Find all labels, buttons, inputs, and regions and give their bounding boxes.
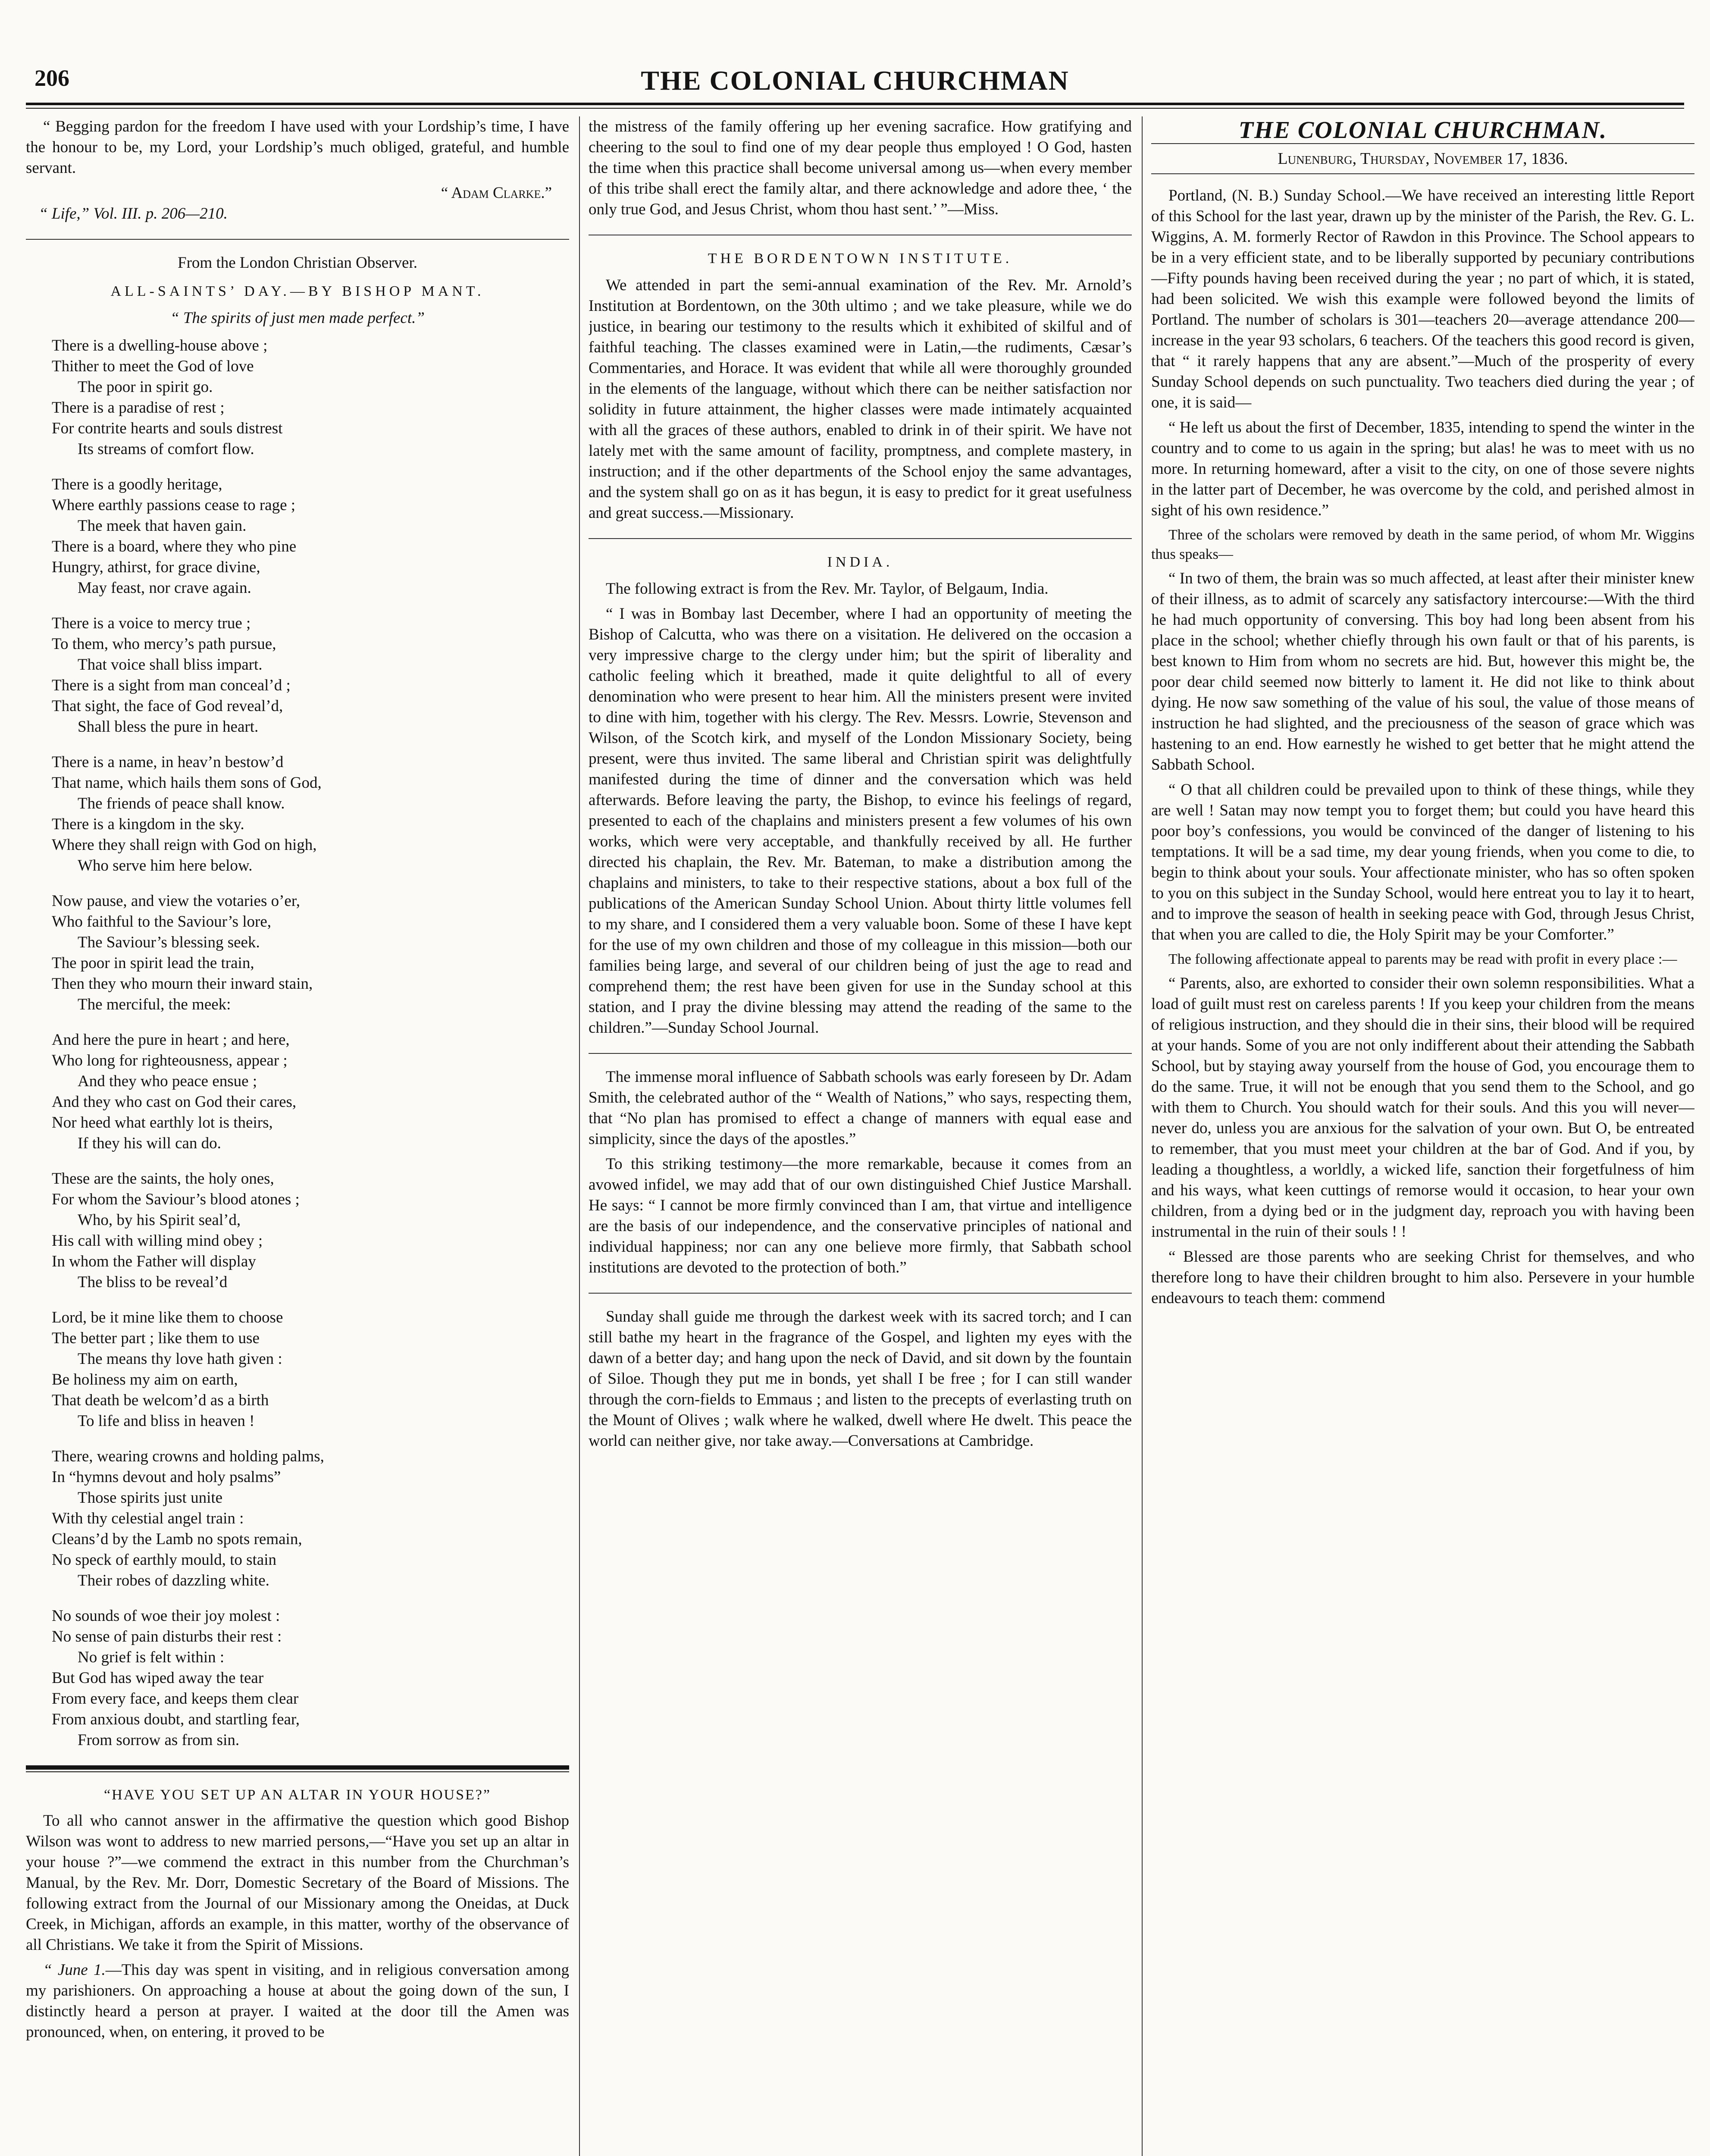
- letter-signature: “ Adam Clarke.”: [441, 184, 552, 202]
- poem-line: There is a sight from man conceal’d ;: [52, 677, 291, 694]
- poem-heading: ALL-SAINTS’ DAY.—BY BISHOP MANT.: [110, 283, 485, 299]
- poem-stanza: [52, 1307, 569, 1432]
- poem-source: From the London Christian Observer.: [178, 254, 417, 272]
- page-number: 206: [34, 65, 69, 91]
- poem-line: Its streams of comfort flow.: [78, 440, 254, 458]
- poem-stanza: [52, 752, 569, 876]
- altar-heading: “HAVE YOU SET UP AN ALTAR IN YOUR HOUSE?”: [104, 1787, 491, 1803]
- bordentown-text: We attended in part the semi-annual examination of the Rev. Mr. Arnold’s Institution at Bordentown, on the 30th ultimo ; and we take pleasure, while we do justice, in bearing our testimony to the results which it exhibited of skilful and of faithful teaching. The classes examined were in Latin,—the rudiments, Cæsar’s Commentaries, and Horace. It was evident that while all were thoroughly grounded in the elements of the language, without which there can be neither satisfaction nor solidity in future attainment, the higher classes were made intimately acquainted with all the graces of these authors, enabled to drink in of their spirit. We have not lately met with the same amount of facility, promptness, and complete mastery, in instruction; and if the other departments of the School enjoy the same advantages, and the system shall go on as it has begun, it is easy to predict for it great usefulness and great success.—Missionary.: [589, 276, 1132, 522]
- poem-line: The poor in spirit lead the train,: [52, 954, 254, 972]
- column-3: [1151, 116, 1694, 2156]
- section-rule: [589, 1053, 1132, 1054]
- marshall-testimony: To this striking testimony—the more remarkable, because it comes from an avowed infidel, we may add that of our own distinguished Chief Justice Marshall. He says: “ I cannot be more firmly convinced than I am, that virtue and intelligence are the basis of our independence, and the conservative principles of national and individual happiness; nor can any one believe more firmly, that Sabbath school institutions are devoted to the protection of both.”: [589, 1155, 1132, 1276]
- poem-line: The Saviour’s blessing seek.: [78, 934, 260, 951]
- poem-line: Shall bless the pure in heart.: [78, 718, 259, 736]
- section-rule: [26, 239, 569, 240]
- poem-line: But God has wiped away the tear: [52, 1669, 264, 1687]
- poem-line: From anxious doubt, and startling fear,: [52, 1711, 300, 1728]
- bordentown-heading: THE BORDENTOWN INSTITUTE.: [708, 251, 1013, 266]
- poem-line: There is a voice to mercy true ;: [52, 614, 251, 632]
- column-divider: [1142, 116, 1143, 2156]
- poem-line: No grief is felt within :: [78, 1648, 225, 1666]
- page-header: [26, 65, 1684, 112]
- blessed-text: “ Blessed are those parents who are seeking Christ for themselves, and who therefore long to have their children brought to him also. Persevere in your humble endeavours to teach them: commend: [1151, 1248, 1694, 1307]
- letter-citation: “ Life,” Vol. III. p. 206—210.: [39, 205, 228, 222]
- poem-stanza: [52, 891, 569, 1015]
- poem-line: In whom the Father will display: [52, 1253, 256, 1270]
- poem-line: Cleans’d by the Lamb no spots remain,: [52, 1530, 302, 1548]
- poem-line: Who faithful to the Saviour’s lore,: [52, 913, 271, 931]
- poem-line: That death be welcom’d as a birth: [52, 1391, 269, 1409]
- poem-line: Where earthly passions cease to rage ;: [52, 496, 296, 514]
- poem-line: Who serve him here below.: [78, 857, 253, 874]
- poem-line: With thy celestial angel train :: [52, 1510, 244, 1527]
- columns: [26, 116, 1694, 2156]
- column-1: [26, 116, 569, 2156]
- poem-line: The friends of peace shall know.: [78, 795, 285, 812]
- poem-line: Those spirits just unite: [78, 1489, 223, 1507]
- poem-line: And they who cast on God their cares,: [52, 1093, 297, 1111]
- poem-stanza: [52, 1446, 569, 1591]
- poem-line: From sorrow as from sin.: [78, 1731, 240, 1749]
- poem-line: That name, which hails them sons of God,: [52, 774, 322, 792]
- india-text: “ I was in Bombay last December, where I had an opportunity of meeting the Bishop of Calcutta, who was there on a visitation. He delivered on the occasion a very impressive charge to the clergy under him; but the spirit of liberality and catholic feeling which it breathed, made it quite delightful to all of every denomination who were present to hear him. All the ministers present were invited to dine with him, together with his clergy. The Rev. Messrs. Lowrie, Stevenson and Wilson, of the Scotch kirk, and myself of the London Missionary Society, being present, were thus invited. The same liberal and Christian spirit was delightfully manifested during the time of dinner and the conversation which was held afterwards. Before leaving the party, the Bishop, to evince his feelings of regard, presented to each of the chaplains and ministers present a few volumes of his own works, which were very acceptable, and thankfully received by all. He further directed his chaplain, the Rev. Mr. Bateman, to make a distribution among the chaplains and ministers, to take to their respective stations, about a box full of the publications of the American Sunday School Union. About thirty little volumes fell to my share, and I considered them a very valuable boon. Some of these I have kept for the use of my own children and those of my colleague in this mission—both our families being large, and several of our children being of just the age to read and comprehend them; the rest have been given for use in the Sunday school at this station, and I pray the divine blessing may attend the reading of the same to the children.”—Sunday School Journal.: [589, 605, 1132, 1037]
- poem-line: That voice shall bliss impart.: [78, 656, 263, 674]
- poem-line: There is a name, in heav’n bestow’d: [52, 753, 284, 771]
- poem-line: That sight, the face of God reveal’d,: [52, 697, 283, 715]
- altar-continuation: the mistress of the family offering up her evening sacrafice. How gratifying and cheering to the soul to find one of my dear people thus employed ! O God, hasten the time when this practice shall become universal among us—when every member of this tribe shall erect the family altar, and there acknowledge and adore thee, ‘ the only true God, and Jesus Christ, whom thou hast sent.’ ”—Miss.: [589, 118, 1132, 218]
- poem-line: Lord, be it mine like them to choose: [52, 1309, 283, 1326]
- poem-line: Where they shall reign with God on high,: [52, 836, 317, 854]
- scholars-quote-2: “ O that all children could be prevailed upon to think of these things, while they are well ! Satan may now tempt you to forget them; but could you have heard this poor boy’s confessions, you would be convinced of the danger of listening to his temptations. It will be a sad time, my dear young friends, when you come to die, to begin to think about your souls. Your affectionate minister, who has so often spoken to you on this subject in the Sunday School, would here entreat you to lay it to heart, and to improve the season of health in seeking peace with God, through Jesus Christ, that when you are called to die, the Holy Spirit may be your Comforter.”: [1151, 781, 1694, 943]
- portland-quote: “ He left us about the first of December, 1835, intending to spend the winter in the country and to come to us again in the spring; but alas! he was to meet with us no more. In returning homeward, after a visit to the city, on one of those severe nights in the latter part of December, he was overcome by the cold, and perished almost in sight of his own residence.”: [1151, 419, 1694, 519]
- editorial-title: THE COLONIAL CHURCHMAN.: [1238, 117, 1607, 144]
- poem-line: No sense of pain disturbs their rest :: [52, 1628, 282, 1645]
- poem-stanza: [52, 1606, 569, 1751]
- header-rule: [26, 103, 1684, 109]
- poem-line: And here the pure in heart ; and here,: [52, 1031, 290, 1049]
- poem-line: The bliss to be reveal’d: [78, 1273, 228, 1291]
- letter-closing: “ Begging pardon for the freedom I have used with your Lordship’s time, I have the honour to be, my Lord, your Lordship’s much obliged, grateful, and humble servant.: [26, 118, 569, 177]
- poem: [26, 335, 569, 1751]
- section-rule: [589, 538, 1132, 539]
- poem-line: The meek that haven gain.: [78, 517, 247, 535]
- poem-line: And they who peace ensue ;: [78, 1072, 257, 1090]
- journal-date: “ June 1.: [43, 1961, 106, 1979]
- poem-line: The better part ; like them to use: [52, 1329, 260, 1347]
- poem-line: Who, by his Spirit seal’d,: [78, 1211, 241, 1229]
- parents-intro: The following affectionate appeal to parents may be read with profit in every place :—: [1168, 951, 1677, 967]
- poem-line: For whom the Saviour’s blood atones ;: [52, 1191, 300, 1208]
- poem-line: Their robes of dazzling white.: [78, 1572, 269, 1589]
- journal-text: —This day was spent in visiting, and in religious conversation among my parishioners. On approaching a house at about the going down of the sun, I distinctly heard a person at prayer. I waited at the door till the Amen was pronounced, when, on entering, it proved to be: [26, 1961, 569, 2041]
- poem-stanza: [52, 1030, 569, 1154]
- section-rule-thick: [26, 1765, 569, 1772]
- dateline: Lunenburg, Thursday, November 17, 1836.: [1151, 143, 1694, 174]
- poem-line: To life and bliss in heaven !: [78, 1412, 255, 1430]
- poem-stanza: [52, 1169, 569, 1293]
- poem-line: Then they who mourn their inward stain,: [52, 975, 313, 993]
- poem-stanza: [52, 335, 569, 460]
- column-2: [589, 116, 1132, 2156]
- poem-line: These are the saints, the holy ones,: [52, 1170, 274, 1188]
- parents-quote: “ Parents, also, are exhorted to consider their own solemn responsibilities. What a load of guilt must rest on careless parents ! If you keep your children from the means of religious instruction, and they should die in their sins, their blood will be required at your hands. Some of you are not only indifferent about their attending the Sabbath School, but by staying away yourself from the house of God, you encourage them to do the same. True, it will not be enough that you send them to the School, and go with them to Church. You should watch for their souls. And this you will never—never do, unless you are anxious for the salvation of your own. But O, be entreated to remember, that you must meet your children at the bar of God. And if you, by leading a thoughtless, a worldly, a wicked life, sanction their forgetfulness of him and his ways, what keen cuttings of remorse would it occasion, to hear your own children, from a dying bed or in the judgment day, reproach you with having been instrumental in the ruin of their souls ! !: [1151, 975, 1694, 1241]
- portland-report: Portland, (N. B.) Sunday School.—We have received an interesting little Report of this School for the last year, drawn up by the minister of the Parish, the Rev. G. L. Wiggins, A. M. formerly Rector of Rawdon in this Province. The School appears to be in a very efficient state, and to be liberally supported by pecuniary contributions—Fifty pounds having been received during the year ; no part of which, it is stated, had been solicited. We wish this example were followed beyond the limits of Portland. The number of scholars is 301—teachers 20—average attendance 200—increase in the year 93 scholars, 6 teachers. Of the teachers this good record is given, that “ it rarely happens that any are absent.”—Much of the prosperity of every Sunday School depends on such punctuality. Two teachers died during the year ; of one, it is said—: [1151, 187, 1694, 411]
- sabbath-schools-text: The immense moral influence of Sabbath schools was early foreseen by Dr. Adam Smith, the celebrated author of the “ Wealth of Nations,” who says, respecting them, that “No plan has promised to effect a change of manners with equal ease and simplicity, since the days of the apostles.”: [589, 1068, 1132, 1148]
- poem-line: His call with willing mind obey ;: [52, 1232, 263, 1250]
- india-heading: INDIA.: [827, 554, 893, 570]
- altar-journal-entry: [26, 1960, 569, 2043]
- poem-line: The merciful, the meek:: [78, 996, 231, 1013]
- section-rule: [589, 1293, 1132, 1294]
- altar-paragraph: To all who cannot answer in the affirmative the question which good Bishop Wilson was wont to address to new married persons,—“Have you set up an altar in your house ?”—we commend the extract in this number from the Churchman’s Manual, by the Rev. Mr. Dorr, Domestic Secretary of the Board of Missions. The following extract from the Journal of our Missionary among the Oneidas, at Duck Creek, in Michigan, affords an example, in this matter, worthy of the observance of all Christians. We take it from the Spirit of Missions.: [26, 1812, 569, 1954]
- masthead-title: THE COLONIAL CHURCHMAN: [641, 65, 1069, 96]
- poem-line: There is a paradise of rest ;: [52, 399, 225, 417]
- poem-line: There is a board, where they who pine: [52, 538, 297, 555]
- poem-line: Hungry, athirst, for grace divine,: [52, 558, 260, 576]
- poem-stanza: [52, 613, 569, 737]
- poem-line: Thither to meet the God of love: [52, 357, 254, 375]
- poem-stanza: [52, 474, 569, 599]
- poem-line: The poor in spirit go.: [78, 378, 213, 396]
- poem-line: Be holiness my aim on earth,: [52, 1371, 238, 1388]
- poem-line: No speck of earthly mould, to stain: [52, 1551, 276, 1569]
- poem-line: In “hymns devout and holy psalms”: [52, 1468, 281, 1486]
- poem-line: Who long for righteousness, appear ;: [52, 1052, 288, 1069]
- scholars-quote: “ In two of them, the brain was so much affected, at least after their minister knew of their illness, as to admit of scarcely any satisfactory intercourse:—With the third he had much opportunity of conversing. This boy had long been absent from his place in the school; whether chiefly through his own fault or that of his parents, is best known to Him from whom no secrets are hid. But, however this might be, the poor dear child seemed now bitterly to lament it. He did not like to think about dying. He now saw something of the value of his soul, the value of those means of instruction he had slighted, and the preciousness of the season of grace which was hastening to an end. How earnestly he wished to get better that he might attend the Sabbath School.: [1151, 570, 1694, 774]
- scholars-intro: Three of the scholars were removed by death in the same period, of whom Mr. Wiggins thus speaks—: [1151, 527, 1694, 562]
- sunday-text: Sunday shall guide me through the darkest week with its sacred torch; and I can still bathe my heart in the fragrance of the Gospel, and lighten my eyes with the dawn of a better day; and hang upon the neck of David, and sit down by the fountain of Siloe. Though they put me in bonds, yet shall I be free ; for I can still wander through the corn-fields to Emmaus ; and listen to the precepts of everlasting truth on the Mount of Olives ; walk where he walked, dwell where He dwelt. This peace the world can neither give, nor take away.—Conversations at Cambridge.: [589, 1308, 1132, 1450]
- poem-line: There is a goodly heritage,: [52, 476, 222, 493]
- poem-line: Now pause, and view the votaries o’er,: [52, 892, 300, 910]
- poem-epigraph: “ The spirits of just men made perfect.”: [170, 309, 425, 327]
- poem-line: May feast, nor crave again.: [78, 579, 251, 597]
- column-divider: [579, 116, 580, 2156]
- poem-line: For contrite hearts and souls distrest: [52, 420, 283, 437]
- poem-line: No sounds of woe their joy molest :: [52, 1607, 280, 1625]
- poem-line: The means thy love hath given :: [78, 1350, 282, 1368]
- poem-line: From every face, and keeps them clear: [52, 1690, 299, 1708]
- poem-line: There is a kingdom in the sky.: [52, 815, 244, 833]
- india-intro: The following extract is from the Rev. Mr. Taylor, of Belgaum, India.: [606, 580, 1049, 598]
- poem-line: There, wearing crowns and holding palms,: [52, 1448, 324, 1465]
- poem-line: If they his will can do.: [78, 1134, 221, 1152]
- poem-line: Nor heed what earthly lot is theirs,: [52, 1114, 273, 1131]
- poem-line: To them, who mercy’s path pursue,: [52, 635, 276, 653]
- poem-line: There is a dwelling-house above ;: [52, 337, 268, 354]
